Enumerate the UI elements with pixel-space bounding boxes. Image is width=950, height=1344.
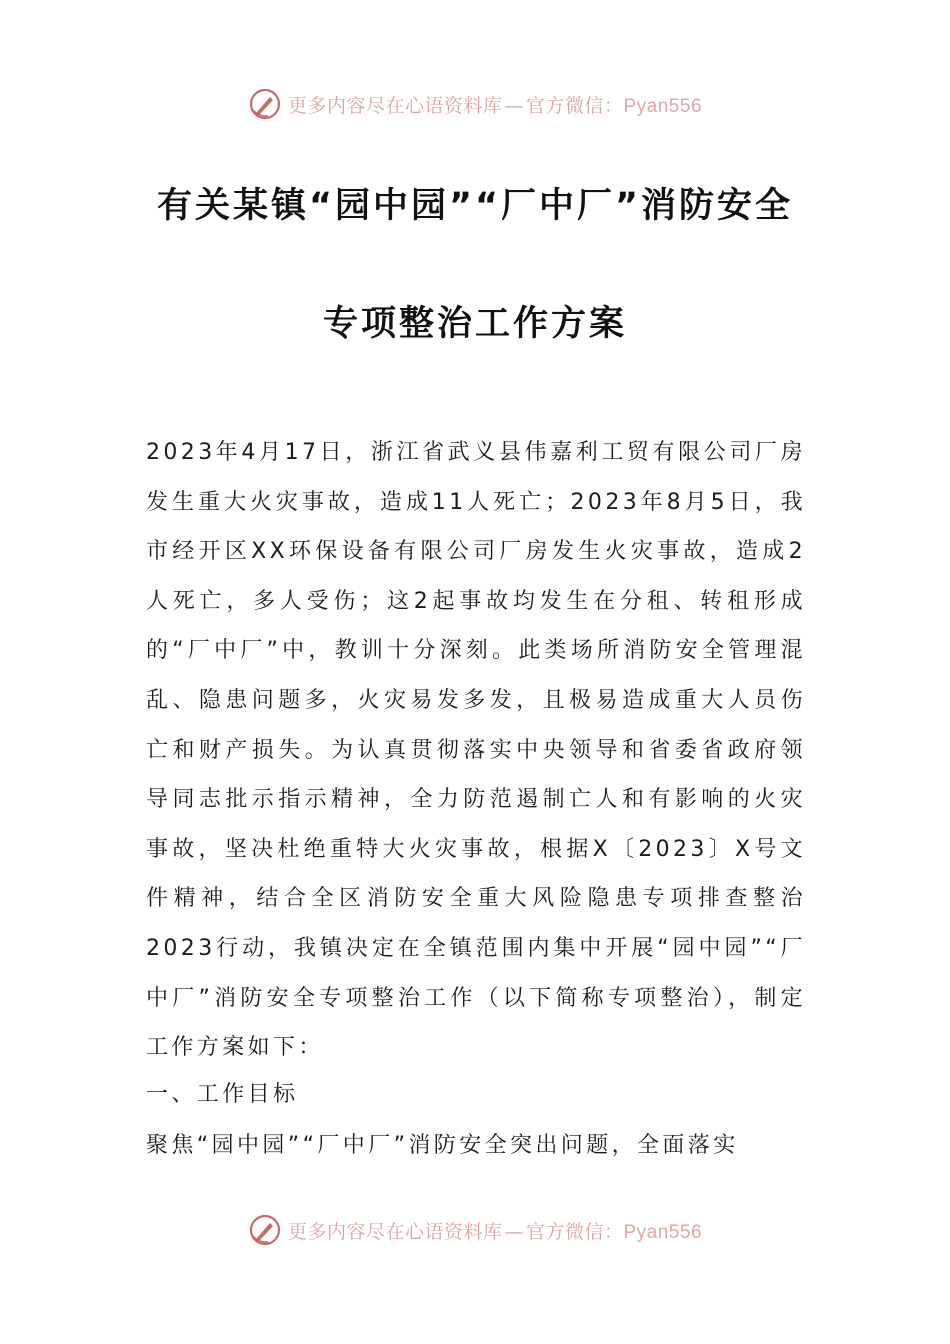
pen-circle-logo-icon [248, 1213, 282, 1247]
footer-watermark [0, 1210, 950, 1250]
watermark-separator: — [504, 94, 524, 117]
pen-circle-logo-icon [248, 87, 282, 121]
document-title-line-1: 有关某镇“园中园”“厂中厂”消防安全 [156, 186, 793, 226]
watermark-separator: — [504, 1220, 524, 1243]
watermark-contact-id: Pyan556 [623, 95, 703, 117]
watermark-contact-label: 官方微信： [525, 94, 624, 117]
section-heading-1: 一、工作目标 [146, 1082, 299, 1107]
document-title-line-2: 专项整治工作方案 [322, 304, 627, 344]
watermark-text: 更多内容尽在心语资料库 [287, 94, 503, 117]
intro-paragraph: 2023年4月17日，浙江省武义县伟嘉利工贸有限公司厂房发生重大火灾事故，造成11人死亡；2023年8月5日，我市经开区XX环保设备有限公司厂房发生火灾事故，造成2人死亡，多人受伤；这2起事故均发生在分租、转租形成的“厂中厂”中，教训十分深刻。此类场所消防安全管理混乱、隐患问题多，火灾易发多发，且极易造成重大人员伤亡和财产损失。为认真贯彻落实中央领导和省委省政府领导同志批示指示精神，全力防范遏制亡人和有影响的火灾事故，坚决杜绝重特大火灾事故，根据X〔2023〕X号文件精神，结合全区消防安全重大风险隐患专项排查整治2023行动，我镇决定在全镇范围内集中开展“园中园”“厂中厂”消防安全专项整治工作（以下简称专项整治），制定工作方案如下： [146, 440, 806, 1061]
header-watermark [0, 84, 950, 124]
watermark-text: 更多内容尽在心语资料库 [287, 1220, 503, 1243]
watermark-contact-label: 官方微信： [525, 1220, 624, 1243]
intro-paragraph-block [146, 428, 806, 1073]
section-1-paragraph: 聚焦“园中园”“厂中厂”消防安全突出问题，全面落实 [146, 1133, 739, 1158]
watermark-contact-id: Pyan556 [623, 1221, 703, 1243]
